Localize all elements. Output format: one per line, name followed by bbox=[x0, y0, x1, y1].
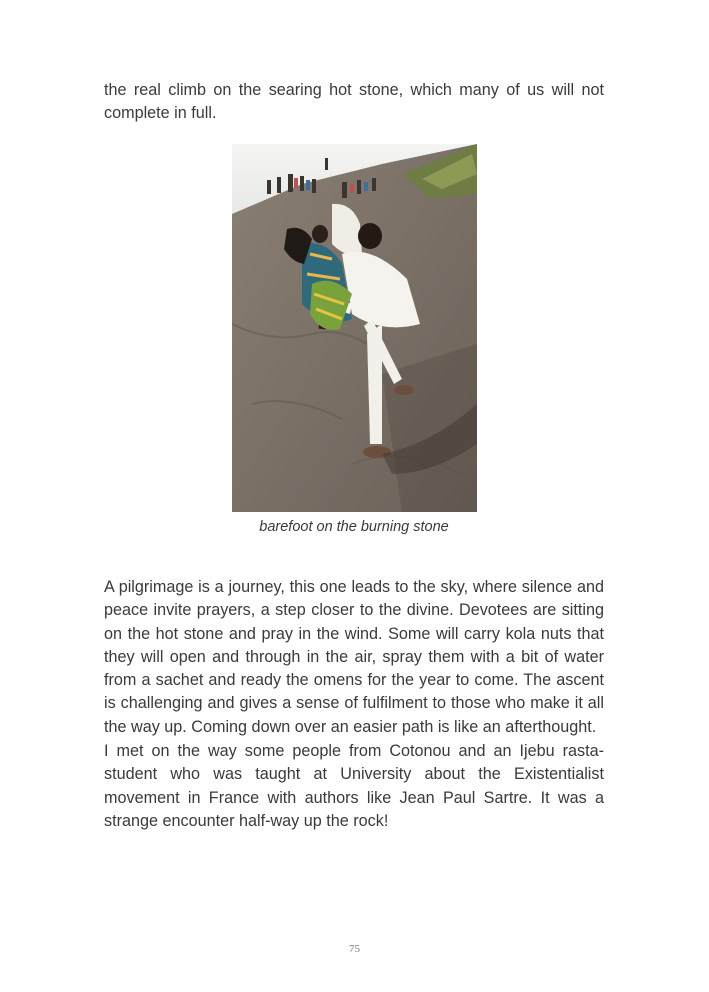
barefoot-climbers-on-rock-photo bbox=[232, 144, 477, 512]
intro-paragraph: the real climb on the searing hot stone, which many of us will not complete in full. bbox=[104, 81, 604, 123]
pilgrimage-paragraph: A pilgrimage is a journey, this one leads to the sky, where silence and peace invite prayers, a step closer to the divine. Devotees are sitting on the hot stone and pray in the wind. Some will carry kola nuts that they will open and through in the air, spray them with a bit of water from a sachet and ready the omens for the year to come. The ascent is challenging and gives a sense of fulfilment to those who make it all the way up. Coming down over an easier path is like an afterthought. bbox=[104, 578, 604, 736]
encounter-paragraph: I met on the way some people from Cotonou and an Ijebu rasta-student who was taught at University about the Existentialist movement in France with authors like Jean Paul Sartre. It was a strange encounter half-way up the rock! bbox=[104, 742, 604, 830]
page-number: 75 bbox=[349, 943, 360, 955]
figure-caption: barefoot on the burning stone bbox=[259, 519, 449, 535]
